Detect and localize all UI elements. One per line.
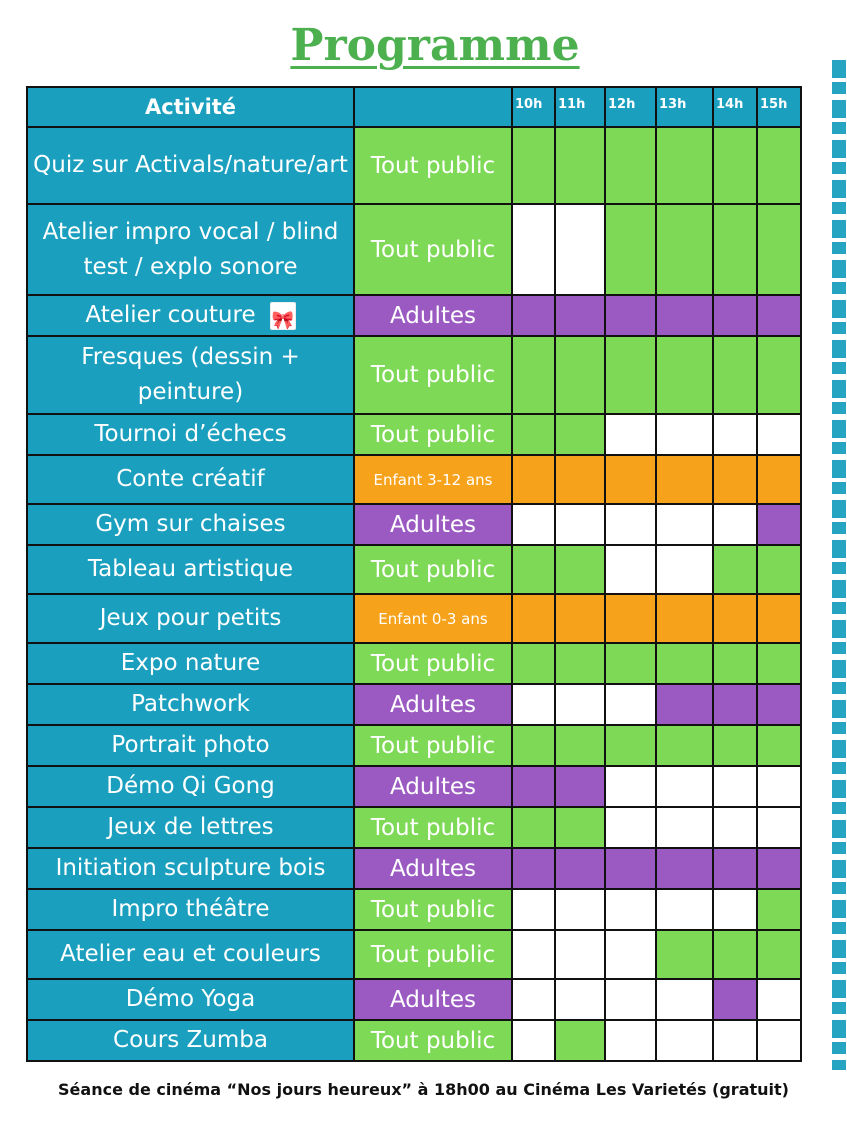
time-slot-cell: [605, 725, 656, 766]
activity-cell: [27, 127, 354, 204]
hour-header: 13h: [656, 87, 713, 127]
time-slot-cell: [713, 725, 757, 766]
time-slot-cell: [512, 766, 555, 807]
time-slot-cell: [512, 725, 555, 766]
time-slot-cell: [512, 684, 555, 725]
activity-cell: [27, 594, 354, 643]
activity-name: Impro théâtre: [111, 896, 270, 922]
table-header-row: [27, 87, 801, 127]
time-slot-cell: [757, 1020, 801, 1061]
time-slot-cell: [656, 848, 713, 889]
time-slot-cell: [713, 807, 757, 848]
time-slot-cell: [555, 336, 605, 414]
time-slot-cell: [757, 725, 801, 766]
time-slot-cell: [512, 848, 555, 889]
activity-name: Portrait photo: [111, 732, 270, 758]
time-slot-cell: [757, 594, 801, 643]
time-slot-cell: [605, 295, 656, 336]
time-slot-cell: [656, 930, 713, 979]
time-slot-cell: [713, 889, 757, 930]
time-slot-cell: [757, 204, 801, 295]
pink-ribbon-icon: [270, 302, 296, 330]
time-slot-cell: [512, 594, 555, 643]
activity-cell: [27, 979, 354, 1020]
time-slot-cell: [757, 930, 801, 979]
time-slot-cell: [656, 295, 713, 336]
time-slot-cell: [656, 766, 713, 807]
activity-cell: [27, 684, 354, 725]
table-row: [27, 204, 801, 295]
activity-cell: [27, 1020, 354, 1061]
activity-cell: [27, 807, 354, 848]
side-decorative-text-strip: [832, 60, 846, 1070]
time-slot-cell: [555, 594, 605, 643]
time-slot-cell: [512, 643, 555, 684]
page-title: Programme: [290, 20, 580, 71]
time-slot-cell: [656, 127, 713, 204]
time-slot-cell: [605, 766, 656, 807]
time-slot-cell: [555, 127, 605, 204]
activity-name: Atelier couture: [85, 302, 256, 328]
time-slot-cell: [605, 127, 656, 204]
activity-name: Initiation sculpture bois: [55, 855, 326, 881]
audience-cell: Tout public: [354, 127, 512, 204]
time-slot-cell: [757, 807, 801, 848]
time-slot-cell: [656, 807, 713, 848]
footer-note: Séance de cinéma “Nos jours heureux” à 18h00 au Cinéma Les Varietés (gratuit): [58, 1080, 789, 1099]
audience-cell: Tout public: [354, 807, 512, 848]
time-slot-cell: [757, 889, 801, 930]
table-row: [27, 643, 801, 684]
table-row: [27, 455, 801, 504]
activity-name: Atelier impro vocal / blind test / explo sonore: [42, 218, 339, 280]
time-slot-cell: [512, 545, 555, 594]
time-slot-cell: [512, 455, 555, 504]
time-slot-cell: [757, 643, 801, 684]
time-slot-cell: [656, 1020, 713, 1061]
time-slot-cell: [555, 848, 605, 889]
activity-name: Quiz sur Activals/nature/art: [33, 152, 348, 178]
time-slot-cell: [512, 807, 555, 848]
activity-cell: [27, 204, 354, 295]
audience-cell: Enfant 0-3 ans: [354, 594, 512, 643]
time-slot-cell: [656, 979, 713, 1020]
time-slot-cell: [512, 1020, 555, 1061]
time-slot-cell: [605, 414, 656, 455]
time-slot-cell: [757, 684, 801, 725]
time-slot-cell: [605, 504, 656, 545]
activity-cell: [27, 889, 354, 930]
time-slot-cell: [757, 545, 801, 594]
time-slot-cell: [656, 725, 713, 766]
table-row: [27, 545, 801, 594]
activity-column-header: Activité: [27, 87, 354, 127]
time-slot-cell: [555, 643, 605, 684]
time-slot-cell: [713, 848, 757, 889]
activity-name: Jeux pour petits: [99, 605, 282, 631]
activity-name: Patchwork: [131, 691, 250, 717]
activity-cell: [27, 766, 354, 807]
time-slot-cell: [555, 1020, 605, 1061]
time-slot-cell: [713, 295, 757, 336]
activity-name: Gym sur chaises: [95, 511, 286, 537]
time-slot-cell: [713, 127, 757, 204]
activity-cell: [27, 930, 354, 979]
time-slot-cell: [713, 545, 757, 594]
time-slot-cell: [656, 414, 713, 455]
time-slot-cell: [713, 684, 757, 725]
activity-cell: [27, 504, 354, 545]
time-slot-cell: [713, 594, 757, 643]
time-slot-cell: [713, 204, 757, 295]
time-slot-cell: [713, 979, 757, 1020]
time-slot-cell: [555, 504, 605, 545]
table-row: [27, 684, 801, 725]
table-row: [27, 848, 801, 889]
audience-cell: Adultes: [354, 684, 512, 725]
audience-cell: Tout public: [354, 930, 512, 979]
table-row: [27, 336, 801, 414]
activity-cell: [27, 643, 354, 684]
audience-cell: Tout public: [354, 889, 512, 930]
activity-name: Démo Qi Gong: [106, 773, 275, 799]
table-row: [27, 889, 801, 930]
time-slot-cell: [605, 204, 656, 295]
time-slot-cell: [555, 414, 605, 455]
time-slot-cell: [757, 979, 801, 1020]
time-slot-cell: [757, 455, 801, 504]
time-slot-cell: [605, 455, 656, 504]
audience-cell: Enfant 3-12 ans: [354, 455, 512, 504]
hour-header: 14h: [713, 87, 757, 127]
audience-column-header: [354, 87, 512, 127]
time-slot-cell: [713, 504, 757, 545]
time-slot-cell: [713, 643, 757, 684]
table-row: [27, 504, 801, 545]
audience-cell: Adultes: [354, 295, 512, 336]
table-row: [27, 1020, 801, 1061]
time-slot-cell: [656, 336, 713, 414]
activity-name: Expo nature: [120, 650, 261, 676]
activity-name: Cours Zumba: [113, 1027, 268, 1053]
table-row: [27, 594, 801, 643]
time-slot-cell: [656, 889, 713, 930]
activity-cell: [27, 336, 354, 414]
hour-header: 12h: [605, 87, 656, 127]
time-slot-cell: [555, 545, 605, 594]
audience-cell: Tout public: [354, 414, 512, 455]
time-slot-cell: [605, 889, 656, 930]
time-slot-cell: [512, 414, 555, 455]
table-row: [27, 725, 801, 766]
audience-cell: Tout public: [354, 1020, 512, 1061]
time-slot-cell: [555, 889, 605, 930]
time-slot-cell: [656, 594, 713, 643]
time-slot-cell: [713, 414, 757, 455]
time-slot-cell: [605, 807, 656, 848]
activity-name: Tableau artistique: [87, 556, 294, 582]
time-slot-cell: [605, 643, 656, 684]
table-row: [27, 295, 801, 336]
time-slot-cell: [605, 979, 656, 1020]
time-slot-cell: [555, 684, 605, 725]
activity-name: Fresques (dessin + peinture): [81, 344, 300, 405]
time-slot-cell: [605, 684, 656, 725]
time-slot-cell: [555, 455, 605, 504]
activity-name: Conte créatif: [116, 466, 265, 492]
time-slot-cell: [656, 455, 713, 504]
time-slot-cell: [757, 414, 801, 455]
time-slot-cell: [757, 766, 801, 807]
time-slot-cell: [656, 684, 713, 725]
time-slot-cell: [512, 127, 555, 204]
time-slot-cell: [605, 930, 656, 979]
time-slot-cell: [555, 204, 605, 295]
table-row: [27, 127, 801, 204]
activity-cell: [27, 545, 354, 594]
table-row: [27, 414, 801, 455]
time-slot-cell: [757, 504, 801, 545]
time-slot-cell: [757, 848, 801, 889]
time-slot-cell: [605, 848, 656, 889]
time-slot-cell: [605, 1020, 656, 1061]
programme-table: [26, 86, 802, 1062]
time-slot-cell: [555, 725, 605, 766]
time-slot-cell: [512, 204, 555, 295]
audience-cell: Tout public: [354, 725, 512, 766]
audience-cell: Tout public: [354, 204, 512, 295]
time-slot-cell: [656, 545, 713, 594]
time-slot-cell: [605, 594, 656, 643]
time-slot-cell: [713, 930, 757, 979]
table-row: [27, 766, 801, 807]
table-row: [27, 807, 801, 848]
activity-name: Tournoi d’échecs: [94, 421, 287, 447]
activity-cell: [27, 848, 354, 889]
time-slot-cell: [512, 889, 555, 930]
activity-name: Jeux de lettres: [107, 814, 274, 840]
time-slot-cell: [605, 336, 656, 414]
activity-cell: [27, 295, 354, 336]
activity-cell: [27, 455, 354, 504]
audience-cell: Adultes: [354, 504, 512, 545]
time-slot-cell: [605, 545, 656, 594]
time-slot-cell: [757, 336, 801, 414]
time-slot-cell: [713, 766, 757, 807]
time-slot-cell: [656, 504, 713, 545]
audience-cell: Tout public: [354, 545, 512, 594]
time-slot-cell: [757, 127, 801, 204]
time-slot-cell: [512, 930, 555, 979]
time-slot-cell: [555, 979, 605, 1020]
time-slot-cell: [757, 295, 801, 336]
activity-cell: [27, 725, 354, 766]
time-slot-cell: [555, 295, 605, 336]
time-slot-cell: [656, 643, 713, 684]
activity-cell: [27, 414, 354, 455]
time-slot-cell: [713, 455, 757, 504]
time-slot-cell: [713, 336, 757, 414]
audience-cell: Adultes: [354, 848, 512, 889]
table-row: [27, 930, 801, 979]
audience-cell: Adultes: [354, 766, 512, 807]
audience-cell: Tout public: [354, 643, 512, 684]
activity-name: Démo Yoga: [125, 986, 256, 1012]
time-slot-cell: [512, 295, 555, 336]
hour-header: 11h: [555, 87, 605, 127]
time-slot-cell: [555, 807, 605, 848]
time-slot-cell: [512, 336, 555, 414]
hour-header: 15h: [757, 87, 801, 127]
time-slot-cell: [713, 1020, 757, 1061]
table-row: [27, 979, 801, 1020]
hour-header: 10h: [512, 87, 555, 127]
time-slot-cell: [555, 930, 605, 979]
audience-cell: Adultes: [354, 979, 512, 1020]
activity-name: Atelier eau et couleurs: [60, 941, 321, 967]
time-slot-cell: [512, 979, 555, 1020]
table-body: [27, 127, 801, 1061]
time-slot-cell: [656, 204, 713, 295]
audience-cell: Tout public: [354, 336, 512, 414]
time-slot-cell: [555, 766, 605, 807]
time-slot-cell: [512, 504, 555, 545]
